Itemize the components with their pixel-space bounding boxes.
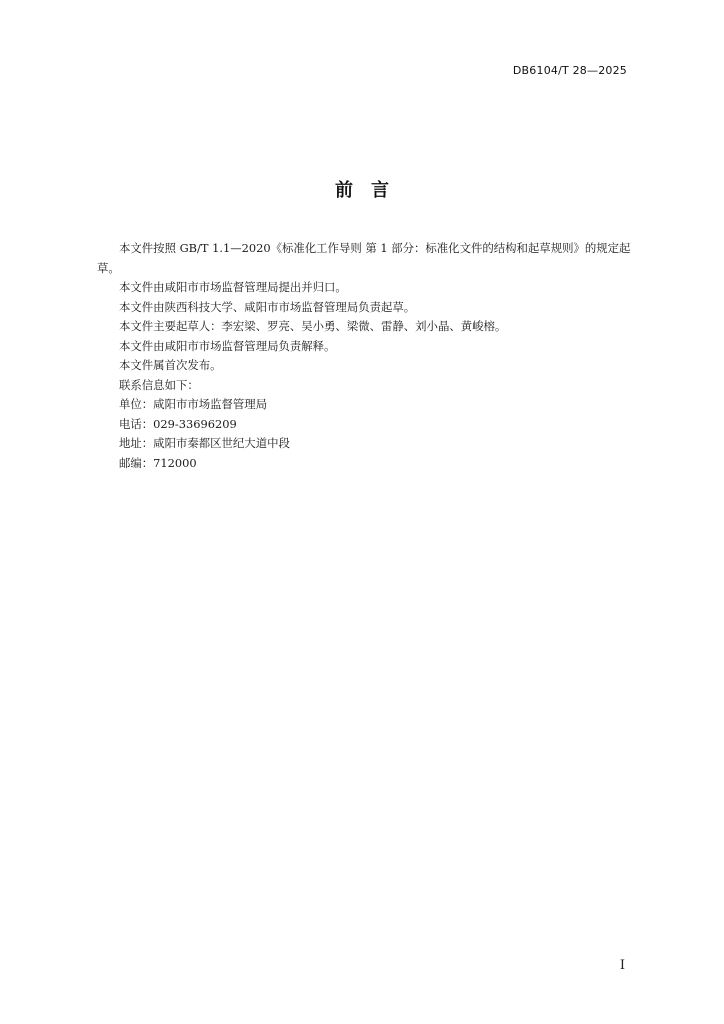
- contact-postcode: 邮编：712000: [119, 455, 197, 470]
- contact-address: 地址：咸阳市秦都区世纪大道中段: [119, 436, 290, 450]
- paragraph-drafting-units: 本文件由陕西科技大学、咸阳市市场监督管理局负责起草。: [119, 299, 416, 314]
- document-code: DB6104/T 28—2025: [512, 64, 627, 77]
- paragraph-interpretation: 本文件由咸阳市市场监督管理局负责解释。: [119, 338, 336, 353]
- paragraph-proposer: 本文件由咸阳市市场监督管理局提出并归口。: [119, 280, 347, 294]
- paragraph-first-release: 本文件属首次发布。: [119, 358, 222, 372]
- document-body: [97, 239, 635, 473]
- paragraph-drafters: 本文件主要起草人：李宏梁、罗亮、吴小勇、梁微、雷静、刘小晶、黄峻榕。: [119, 319, 507, 333]
- contact-phone: 电话：029-33696209: [119, 416, 237, 431]
- page-number: I: [619, 958, 625, 973]
- paragraph-drafting-rules: 本文件按照 GB/T 1.1—2020《标准化工作导则 第 1 部分：标准化文件的结构和起草规则》的规定起草。: [97, 241, 631, 275]
- paragraph-contact-intro: 联系信息如下：: [119, 377, 199, 392]
- page-title: 前言: [335, 180, 407, 201]
- contact-unit: 单位：咸阳市市场监督管理局: [119, 397, 268, 411]
